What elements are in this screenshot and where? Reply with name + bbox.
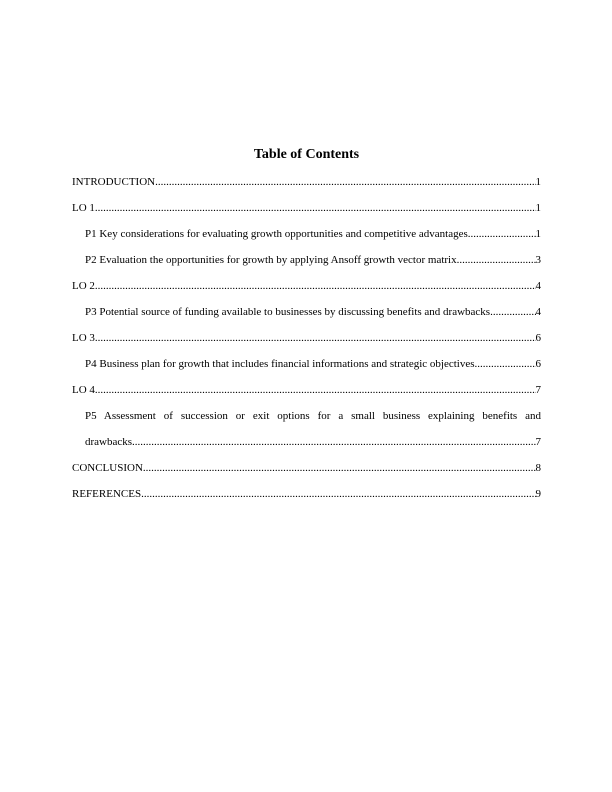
toc-leader-dots (493, 306, 536, 319)
toc-leader-dots (155, 176, 535, 189)
toc-entry-text: CONCLUSION (72, 462, 143, 474)
toc-entry-page: 1 (535, 176, 541, 188)
toc-entry-p3[interactable] (72, 306, 541, 319)
toc-entry-p4[interactable] (72, 358, 541, 371)
toc-leader-dots (95, 202, 536, 215)
toc-entry-lo3[interactable] (72, 332, 541, 345)
toc-entry-text: LO 1 (72, 202, 95, 214)
toc-entry-introduction[interactable] (72, 176, 541, 189)
toc-leader-dots (143, 462, 536, 475)
toc-leader-dots (95, 280, 536, 293)
table-of-contents (72, 146, 541, 514)
toc-entry-text: REFERENCES (72, 488, 142, 500)
toc-entry-text-line1: P5 Assessment of succession or exit options for a small business explaining benefits and (85, 410, 541, 422)
toc-entry-text: P1 Key considerations for evaluating growth opportunities and competitive advantages (85, 228, 468, 240)
toc-entry-page: 4 (535, 306, 541, 318)
toc-entry-page: 1 (535, 202, 541, 214)
toc-entry-page: 3 (535, 254, 541, 266)
toc-leader-dots (457, 254, 536, 267)
toc-entry-conclusion[interactable] (72, 462, 541, 475)
toc-entry-page: 6 (535, 332, 541, 344)
toc-entry-text: P2 Evaluation the opportunities for growth by applying Ansoff growth vector matrix (85, 254, 457, 266)
toc-leader-dots (95, 332, 536, 345)
toc-entry-lo1[interactable] (72, 202, 541, 215)
toc-entry-lo2[interactable] (72, 280, 541, 293)
toc-entry-page: 1 (535, 228, 541, 240)
toc-leader-dots (95, 384, 536, 397)
toc-entry-text: P4 Business plan for growth that includes financial informations and strategic objectives (85, 358, 475, 370)
toc-entry-page: 7 (535, 384, 541, 396)
toc-entry-p5[interactable] (72, 410, 541, 449)
toc-entry-text: LO 2 (72, 280, 95, 292)
toc-entry-text: LO 3 (72, 332, 95, 344)
toc-entry-page: 6 (535, 358, 541, 370)
toc-leader-dots (468, 228, 536, 241)
toc-entry-page: 4 (535, 280, 541, 292)
toc-leader-dots (132, 436, 535, 449)
toc-entry-page: 9 (535, 488, 541, 500)
toc-entry-text-line2: drawbacks (85, 436, 133, 448)
toc-entry-text: INTRODUCTION (72, 176, 156, 188)
toc-entry-p1[interactable] (72, 228, 541, 241)
toc-title: Table of Contents (253, 147, 360, 162)
toc-leader-dots (141, 488, 535, 501)
toc-entry-p2[interactable] (72, 254, 541, 267)
toc-entry-page: 7 (535, 436, 541, 448)
toc-leader-dots (475, 358, 536, 371)
toc-entry-lo4[interactable] (72, 384, 541, 397)
toc-entry-line2 (85, 436, 541, 449)
toc-entry-page: 8 (535, 462, 541, 474)
toc-entry-references[interactable] (72, 488, 541, 501)
toc-entry-text: LO 4 (72, 384, 95, 396)
toc-entry-text: P3 Potential source of funding available to businesses by discussing benefits and drawbacks. (85, 306, 493, 318)
